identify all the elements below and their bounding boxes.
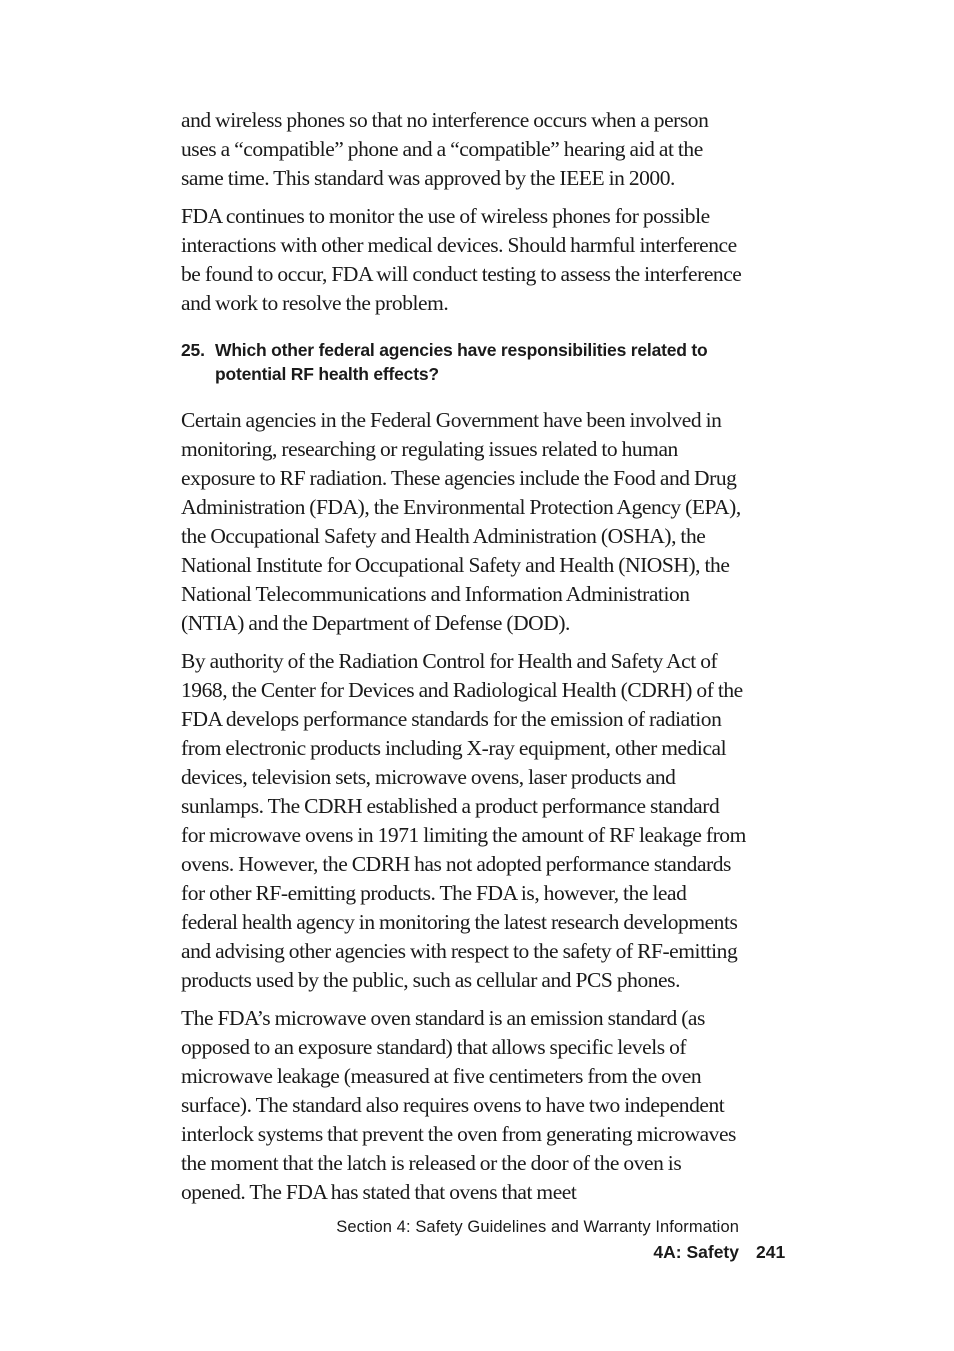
question-text: Which other federal agencies have responsibilities related to potential RF health effects? [215,340,708,384]
page-number: 241 [756,1242,786,1262]
question-heading [181,338,746,386]
page-footer [336,1216,739,1238]
body-paragraph: FDA continues to monitor the use of wireless phones for possible interactions with other medical devices. Should harmful interference be found to occur, FDA will conduct testing to assess the interference and work to resolve the problem. [181,204,742,315]
footer-chapter-label: 4A: Safety [653,1242,739,1262]
body-paragraph: By authority of the Radiation Control for Health and Safety Act of 1968, the Center for Devices and Radiological Health (CDRH) of the FDA develops performance standards for the emission of radiation from electronic products including X-ray equipment, other medical devices, television sets, microwave ovens, laser products and sunlamps. The CDRH established a product performance standard for microwave ovens in 1971 limiting the amount of RF leakage from ovens. However, the CDRH has not adopted performance standards for other RF-emitting products. The FDA is, however, the lead federal health agency in monitoring the latest research developments and advising other agencies with respect to the safety of RF-emitting products used by the public, such as cellular and PCS phones. [181,649,746,992]
page-body [181,106,746,1216]
body-paragraph: The FDA’s microwave oven standard is an emission standard (as opposed to an exposure standard) that allows specific levels of microwave leakage (measured at five centimeters from the oven surface). The standard also requires ovens to have two independent interlock systems that prevent the oven from generating microwaves the moment that the latch is released or the door of the oven is opened. The FDA has stated that ovens that meet [181,1006,736,1204]
body-paragraph: and wireless phones so that no interference occurs when a person uses a “compatible” phone and a “compatible” hearing aid at the same time. This standard was approved by the IEEE in 2000. [181,108,709,190]
footer-section-title: Section 4: Safety Guidelines and Warranty Information [336,1218,739,1236]
body-paragraph: Certain agencies in the Federal Government have been involved in monitoring, researching or regulating issues related to human exposure to RF radiation. These agencies include the Food and Drug Administration (FDA), the Environmental Protection Agency (EPA), the Occupational Safety and Health Administration (OSHA), the National Institute for Occupational Safety and Health (NIOSH), the National Telecommunications and Information Administration (NTIA) and the Department of Defense (DOD). [181,408,741,635]
question-number: 25. [181,340,205,360]
